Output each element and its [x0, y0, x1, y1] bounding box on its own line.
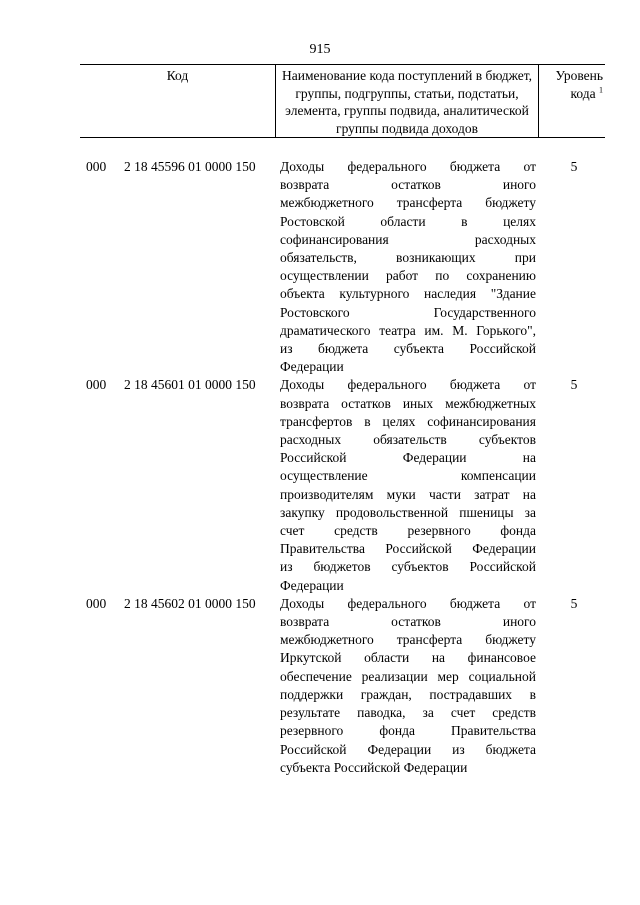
description-line: Федерации: [280, 359, 344, 375]
description-line: закупку продовольственной пшеницы за: [280, 504, 536, 520]
description-line: счет средств резервного фонда: [280, 523, 536, 539]
description-line: межбюджетного трансферта бюджету: [280, 632, 536, 648]
row-revenue-code: 2 18 45601 01 0000 150: [124, 377, 256, 393]
description-line: осуществление компенсации: [280, 468, 536, 484]
row-agency-code: 000: [86, 159, 107, 174]
description-line: резервного фонда Правительства: [280, 723, 536, 739]
description-line: субъекта Российской Федерации: [280, 759, 468, 775]
description-line: обязательств, возникающих при: [280, 250, 536, 266]
row-revenue-code: 2 18 45596 01 0000 150: [124, 159, 256, 174]
description-line: Доходы федерального бюджета от: [280, 377, 536, 393]
description-line: трансфертов в целях софинансирования: [280, 413, 536, 429]
description-line: расходных обязательств субъектов: [280, 432, 536, 448]
table-row: [86, 376, 600, 594]
description-line: софинансирования расходных: [280, 231, 536, 247]
description-line: Российской Федерации из бюджета: [280, 741, 536, 757]
description-line: осуществлении работ по сохранению: [280, 268, 536, 284]
table-row: [86, 158, 600, 376]
row-agency-code: 000: [86, 595, 107, 611]
header-level: [539, 65, 605, 137]
revenue-code-rows: [86, 158, 600, 777]
description-line: Федерации: [280, 577, 344, 593]
row-level: 5: [570, 159, 578, 174]
description-line: Иркутской области на финансовое: [280, 650, 536, 666]
description-line: возврата остатков иного: [280, 614, 536, 630]
description-line: поддержки граждан, пострадавших в: [280, 686, 536, 702]
row-description: [280, 376, 536, 594]
description-line: Ростовской области в целях: [280, 213, 536, 229]
header-level-label: Уровень кода: [555, 68, 603, 101]
description-line: Правительства Российской Федерации: [280, 541, 536, 557]
description-line: драматического театра им. М. Горького",: [280, 322, 536, 338]
header-name: Наименование кода поступлений в бюджет, группы, подгруппы, статьи, подстатьи, элемента, группы подвида, аналитической группы подвида доходов: [275, 65, 539, 137]
row-revenue-code: 2 18 45602 01 0000 150: [124, 595, 256, 611]
row-description: [280, 158, 536, 376]
description-line: возврата остатков иных межбюджетных: [280, 395, 536, 411]
header-level-footnote: 1: [599, 85, 603, 94]
row-level: 5: [570, 595, 578, 611]
page-number: 915: [309, 42, 331, 57]
description-line: из бюджета субъекта Российской: [280, 341, 536, 357]
table-header: [80, 64, 605, 138]
description-line: обеспечение реализации мер социальной: [280, 668, 536, 684]
row-description: [280, 595, 536, 777]
description-line: объекта культурного наследия "Здание: [280, 286, 536, 302]
table-row: [86, 595, 600, 777]
row-agency-code: 000: [86, 377, 107, 393]
description-line: производителям муки части затрат на: [280, 486, 536, 502]
description-line: Ростовского Государственного: [280, 304, 536, 320]
description-line: межбюджетного трансферта бюджету: [280, 195, 536, 211]
description-line: Российской Федерации на: [280, 450, 536, 466]
description-line: Доходы федерального бюджета от: [280, 159, 536, 174]
description-line: возврата остатков иного: [280, 177, 536, 193]
description-line: из бюджетов субъектов Российской: [280, 559, 536, 575]
description-line: результате паводка, за счет средств: [280, 705, 536, 721]
row-level: 5: [570, 377, 578, 393]
header-code: Код: [166, 68, 189, 83]
description-line: Доходы федерального бюджета от: [280, 595, 536, 611]
